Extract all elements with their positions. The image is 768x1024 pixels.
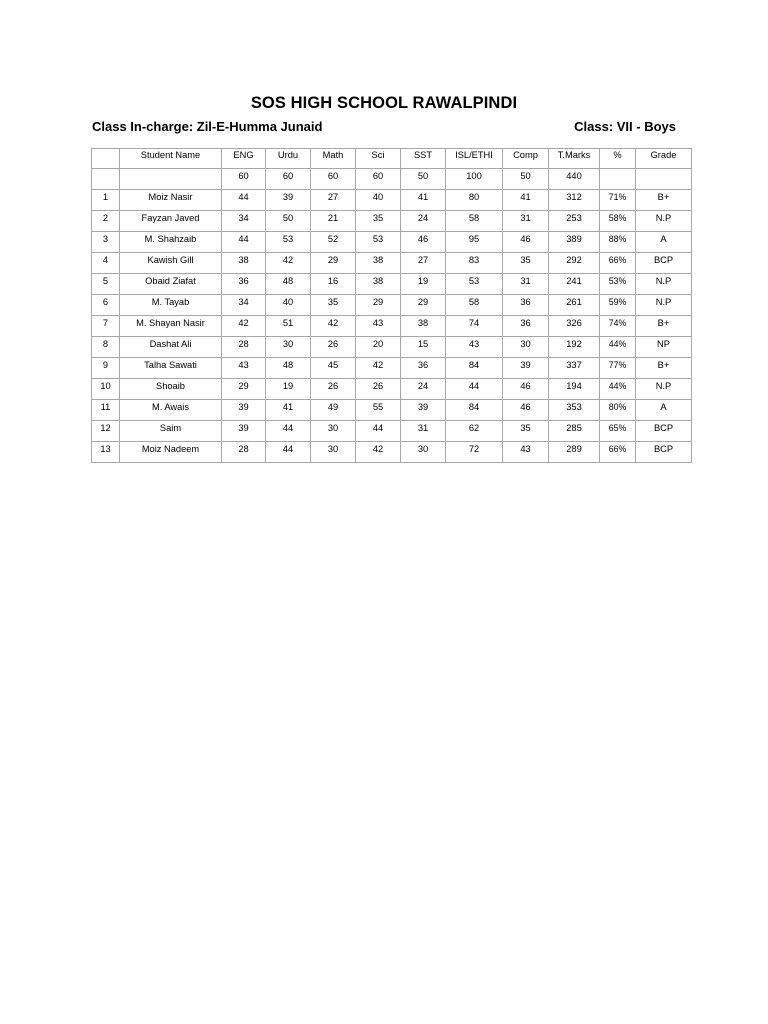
table-row (92, 232, 692, 253)
comp-cell: 35 (503, 253, 549, 274)
percent-cell: 74% (600, 316, 636, 337)
student-name-cell: Moiz Nadeem (120, 442, 222, 463)
sci-cell: 29 (356, 295, 401, 316)
serial-number-cell: 5 (92, 274, 120, 295)
max-marks-cell (92, 169, 120, 190)
student-name-cell: M. Shayan Nasir (120, 316, 222, 337)
serial-number-cell: 4 (92, 253, 120, 274)
sci-cell: 55 (356, 400, 401, 421)
eng-cell: 42 (222, 316, 266, 337)
grade-cell: N.P (636, 211, 692, 232)
isl-ethi-cell: 83 (446, 253, 503, 274)
class-incharge-label: Class In-charge: Zil-E-Humma Junaid (92, 119, 323, 134)
table-row (92, 379, 692, 400)
sci-cell: 20 (356, 337, 401, 358)
serial-number-cell: 10 (92, 379, 120, 400)
total-marks-header: T.Marks (549, 149, 600, 169)
table-row (92, 190, 692, 211)
percent-header: % (600, 149, 636, 169)
comp-cell: 31 (503, 274, 549, 295)
comp-cell: 46 (503, 400, 549, 421)
isl-ethi-cell: 84 (446, 400, 503, 421)
isl-ethi-cell: 74 (446, 316, 503, 337)
comp-cell: 30 (503, 337, 549, 358)
urdu-cell: 42 (266, 253, 311, 274)
urdu-cell: 41 (266, 400, 311, 421)
sst-cell: 30 (401, 442, 446, 463)
eng-cell: 34 (222, 211, 266, 232)
percent-cell: 77% (600, 358, 636, 379)
grade-cell: A (636, 400, 692, 421)
urdu-cell: 53 (266, 232, 311, 253)
sci-cell: 26 (356, 379, 401, 400)
comp-cell: 43 (503, 442, 549, 463)
max-marks-cell: 100 (446, 169, 503, 190)
comp-cell: 46 (503, 232, 549, 253)
math-cell: 30 (311, 442, 356, 463)
class-label: Class: VII - Boys (574, 119, 676, 134)
max-marks-cell: 60 (222, 169, 266, 190)
total-marks-cell: 261 (549, 295, 600, 316)
grade-cell: N.P (636, 379, 692, 400)
max-marks-cell: 50 (401, 169, 446, 190)
eng-cell: 43 (222, 358, 266, 379)
total-marks-cell: 289 (549, 442, 600, 463)
eng-cell: 39 (222, 421, 266, 442)
math-cell: 26 (311, 337, 356, 358)
sci-header: Sci (356, 149, 401, 169)
isl-ethi-cell: 58 (446, 295, 503, 316)
table-row (92, 295, 692, 316)
max-marks-cell (120, 169, 222, 190)
percent-cell: 44% (600, 379, 636, 400)
percent-cell: 66% (600, 253, 636, 274)
student-name-cell: Obaid Ziafat (120, 274, 222, 295)
sci-cell: 42 (356, 358, 401, 379)
table-row (92, 253, 692, 274)
comp-cell: 39 (503, 358, 549, 379)
sci-cell: 38 (356, 253, 401, 274)
serial-header (92, 149, 120, 169)
isl-ethi-cell: 44 (446, 379, 503, 400)
eng-header: ENG (222, 149, 266, 169)
comp-cell: 31 (503, 211, 549, 232)
max-marks-cell: 60 (356, 169, 401, 190)
serial-number-cell: 2 (92, 211, 120, 232)
sst-cell: 27 (401, 253, 446, 274)
percent-cell: 53% (600, 274, 636, 295)
student-name-cell: Moiz Nasir (120, 190, 222, 211)
table-row (92, 211, 692, 232)
max-marks-cell: 60 (266, 169, 311, 190)
percent-cell: 71% (600, 190, 636, 211)
marks-table (91, 148, 692, 463)
isl-ethi-header: ISL/ETHI (446, 149, 503, 169)
table-row (92, 274, 692, 295)
grade-header: Grade (636, 149, 692, 169)
sst-cell: 38 (401, 316, 446, 337)
eng-cell: 36 (222, 274, 266, 295)
grade-cell: B+ (636, 358, 692, 379)
math-cell: 52 (311, 232, 356, 253)
serial-number-cell: 11 (92, 400, 120, 421)
serial-number-cell: 8 (92, 337, 120, 358)
sst-cell: 41 (401, 190, 446, 211)
serial-number-cell: 1 (92, 190, 120, 211)
urdu-header: Urdu (266, 149, 311, 169)
page-title: SOS HIGH SCHOOL RAWALPINDI (250, 94, 518, 112)
sci-cell: 42 (356, 442, 401, 463)
urdu-cell: 48 (266, 358, 311, 379)
percent-cell: 65% (600, 421, 636, 442)
table-row (92, 442, 692, 463)
serial-number-cell: 7 (92, 316, 120, 337)
eng-cell: 29 (222, 379, 266, 400)
isl-ethi-cell: 58 (446, 211, 503, 232)
grade-cell: B+ (636, 316, 692, 337)
comp-cell: 46 (503, 379, 549, 400)
sci-cell: 40 (356, 190, 401, 211)
student-name-cell: M. Awais (120, 400, 222, 421)
eng-cell: 28 (222, 442, 266, 463)
math-cell: 16 (311, 274, 356, 295)
sst-cell: 24 (401, 211, 446, 232)
total-marks-cell: 326 (549, 316, 600, 337)
urdu-cell: 48 (266, 274, 311, 295)
isl-ethi-cell: 80 (446, 190, 503, 211)
sst-cell: 19 (401, 274, 446, 295)
table-row (92, 400, 692, 421)
sci-cell: 43 (356, 316, 401, 337)
total-marks-cell: 337 (549, 358, 600, 379)
serial-number-cell: 12 (92, 421, 120, 442)
math-cell: 49 (311, 400, 356, 421)
grade-cell: BCP (636, 253, 692, 274)
max-marks-cell (636, 169, 692, 190)
math-cell: 29 (311, 253, 356, 274)
total-marks-cell: 353 (549, 400, 600, 421)
sst-cell: 15 (401, 337, 446, 358)
serial-number-cell: 13 (92, 442, 120, 463)
student-name-cell: Fayzan Javed (120, 211, 222, 232)
grade-cell: NP (636, 337, 692, 358)
max-marks-cell (600, 169, 636, 190)
student-name-cell: Kawish Gill (120, 253, 222, 274)
sst-cell: 39 (401, 400, 446, 421)
math-cell: 42 (311, 316, 356, 337)
eng-cell: 38 (222, 253, 266, 274)
urdu-cell: 51 (266, 316, 311, 337)
urdu-cell: 19 (266, 379, 311, 400)
total-marks-cell: 192 (549, 337, 600, 358)
urdu-cell: 39 (266, 190, 311, 211)
sst-cell: 29 (401, 295, 446, 316)
sst-cell: 24 (401, 379, 446, 400)
percent-cell: 66% (600, 442, 636, 463)
comp-header: Comp (503, 149, 549, 169)
serial-number-cell: 3 (92, 232, 120, 253)
math-cell: 21 (311, 211, 356, 232)
table-row (92, 337, 692, 358)
total-marks-cell: 285 (549, 421, 600, 442)
math-cell: 27 (311, 190, 356, 211)
sci-cell: 38 (356, 274, 401, 295)
eng-cell: 44 (222, 232, 266, 253)
total-marks-cell: 194 (549, 379, 600, 400)
grade-cell: N.P (636, 274, 692, 295)
serial-number-cell: 6 (92, 295, 120, 316)
comp-cell: 36 (503, 316, 549, 337)
urdu-cell: 50 (266, 211, 311, 232)
isl-ethi-cell: 72 (446, 442, 503, 463)
percent-cell: 88% (600, 232, 636, 253)
isl-ethi-cell: 95 (446, 232, 503, 253)
isl-ethi-cell: 62 (446, 421, 503, 442)
percent-cell: 80% (600, 400, 636, 421)
student-name-cell: M. Tayab (120, 295, 222, 316)
isl-ethi-cell: 43 (446, 337, 503, 358)
sci-cell: 53 (356, 232, 401, 253)
student-name-header: Student Name (120, 149, 222, 169)
max-marks-cell: 440 (549, 169, 600, 190)
max-marks-row (92, 169, 692, 190)
max-marks-cell: 60 (311, 169, 356, 190)
urdu-cell: 44 (266, 421, 311, 442)
urdu-cell: 30 (266, 337, 311, 358)
comp-cell: 35 (503, 421, 549, 442)
isl-ethi-cell: 84 (446, 358, 503, 379)
comp-cell: 41 (503, 190, 549, 211)
sst-cell: 36 (401, 358, 446, 379)
sci-cell: 35 (356, 211, 401, 232)
math-header: Math (311, 149, 356, 169)
isl-ethi-cell: 53 (446, 274, 503, 295)
table-header-row (92, 149, 692, 169)
sst-cell: 31 (401, 421, 446, 442)
table-row (92, 358, 692, 379)
math-cell: 26 (311, 379, 356, 400)
urdu-cell: 40 (266, 295, 311, 316)
student-name-cell: Shoaib (120, 379, 222, 400)
total-marks-cell: 241 (549, 274, 600, 295)
student-name-cell: Talha Sawati (120, 358, 222, 379)
total-marks-cell: 253 (549, 211, 600, 232)
percent-cell: 59% (600, 295, 636, 316)
grade-cell: BCP (636, 442, 692, 463)
grade-cell: N.P (636, 295, 692, 316)
sst-header: SST (401, 149, 446, 169)
grade-cell: BCP (636, 421, 692, 442)
percent-cell: 44% (600, 337, 636, 358)
sst-cell: 46 (401, 232, 446, 253)
max-marks-cell: 50 (503, 169, 549, 190)
eng-cell: 39 (222, 400, 266, 421)
total-marks-cell: 389 (549, 232, 600, 253)
student-name-cell: M. Shahzaib (120, 232, 222, 253)
table-row (92, 421, 692, 442)
student-name-cell: Saim (120, 421, 222, 442)
grade-cell: B+ (636, 190, 692, 211)
math-cell: 35 (311, 295, 356, 316)
eng-cell: 34 (222, 295, 266, 316)
math-cell: 30 (311, 421, 356, 442)
sci-cell: 44 (356, 421, 401, 442)
comp-cell: 36 (503, 295, 549, 316)
percent-cell: 58% (600, 211, 636, 232)
serial-number-cell: 9 (92, 358, 120, 379)
grade-cell: A (636, 232, 692, 253)
student-name-cell: Dashat Ali (120, 337, 222, 358)
total-marks-cell: 292 (549, 253, 600, 274)
eng-cell: 28 (222, 337, 266, 358)
math-cell: 45 (311, 358, 356, 379)
total-marks-cell: 312 (549, 190, 600, 211)
urdu-cell: 44 (266, 442, 311, 463)
eng-cell: 44 (222, 190, 266, 211)
table-row (92, 316, 692, 337)
